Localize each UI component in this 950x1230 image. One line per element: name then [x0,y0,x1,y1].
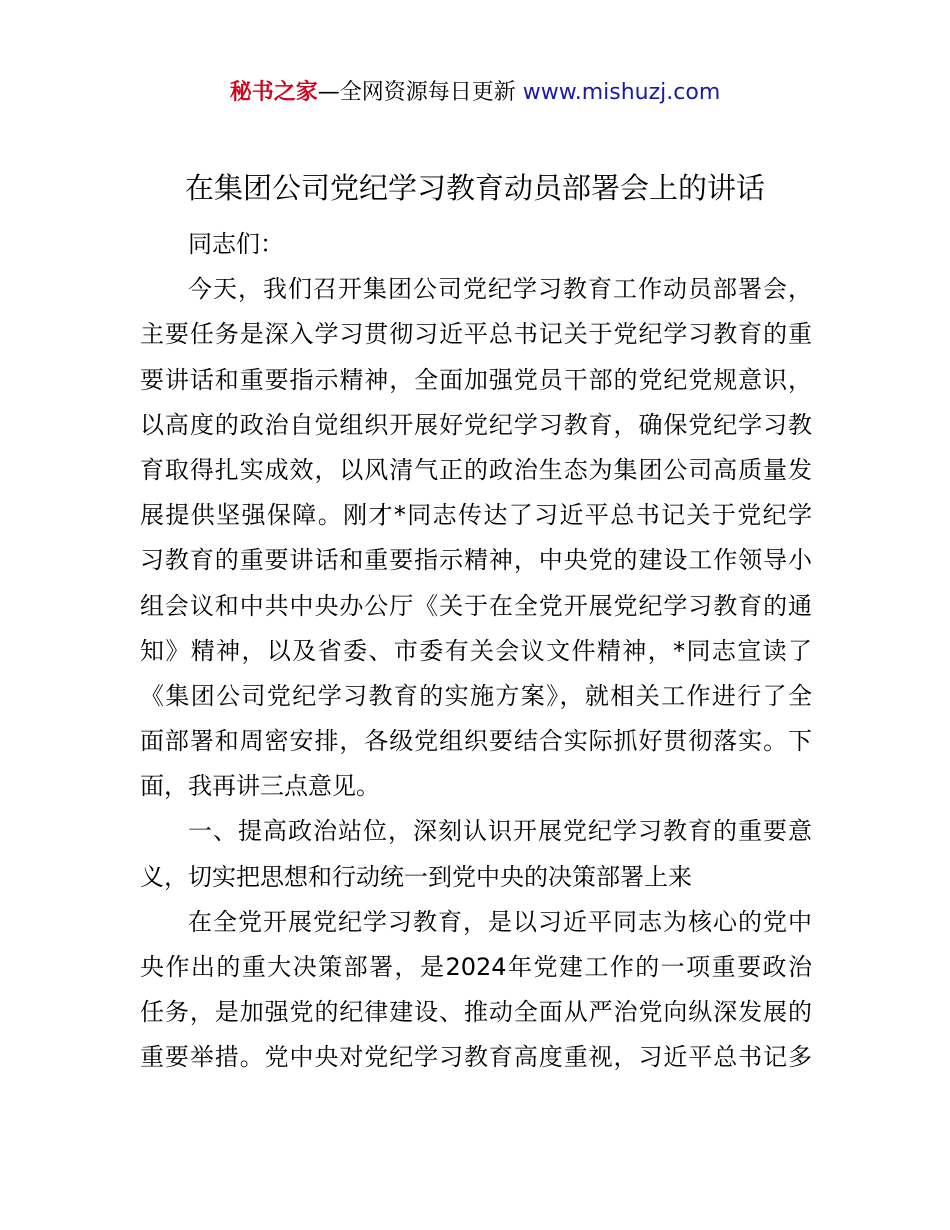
text-line: 在全党开展党纪学习教育，是以习近平同志为核心的党中 [188,907,812,936]
text-line: 习教育的重要讲话和重要指示精神，中央党的建设工作领导小 [140,546,812,575]
text-line: 以高度的政治自觉组织开展好党纪学习教育，确保党纪学习教 [140,410,812,439]
paragraph-2 [140,900,812,1081]
text-line: 《集团公司党纪学习教育的实施方案》，就相关工作进行了全 [140,681,812,710]
text-line: 央作出的重大决策部署，是2024年党建工作的一项重要政治 [140,953,812,981]
text-line: 面部署和周密安排，各级党组织要结合实际抓好贯彻落实。下 [140,727,812,756]
text-line: 主要任务是深入学习贯彻习近平总书记关于党纪学习教育的重 [140,320,812,349]
text-line: 要讲话和重要指示精神，全面加强党员干部的党纪党规意识， [140,365,812,394]
section-heading-1 [140,809,812,899]
site-header [0,76,950,110]
salutation: 同志们： [188,230,284,258]
text-line: 组会议和中共中央办公厅《关于在全党开展党纪学习教育的通 [140,591,812,620]
text-line: 展提供坚强保障。刚才*同志传达了习近平总书记关于党纪学 [140,501,812,530]
text-line: 重要举措。党中央对党纪学习教育高度重视，习近平总书记多 [140,1043,812,1072]
site-url-link[interactable]: www.mishuzj.com [522,80,721,105]
text-line: 面，我再讲三点意见。 [140,772,380,801]
text-line: 育取得扎实成效，以风清气正的政治生态为集团公司高质量发 [140,455,812,484]
text-line: 一、提高政治站位，深刻认识开展党纪学习教育的重要意 [188,817,812,846]
paragraph-1 [140,267,812,809]
site-brand: 秘书之家 [229,80,318,105]
site-tagline: —全网资源每日更新 [317,80,523,105]
text-line: 今天，我们召开集团公司党纪学习教育工作动员部署会， [188,275,812,304]
document-title: 在集团公司党纪学习教育动员部署会上的讲话 [184,171,765,205]
text-line: 义，切实把思想和行动统一到党中央的决策部署上来 [140,862,692,891]
document-body [140,222,812,1081]
text-line: 任务，是加强党的纪律建设、推动全面从严治党向纵深发展的 [140,998,812,1027]
text-line: 知》精神，以及省委、市委有关会议文件精神，*同志宣读了 [140,636,812,665]
